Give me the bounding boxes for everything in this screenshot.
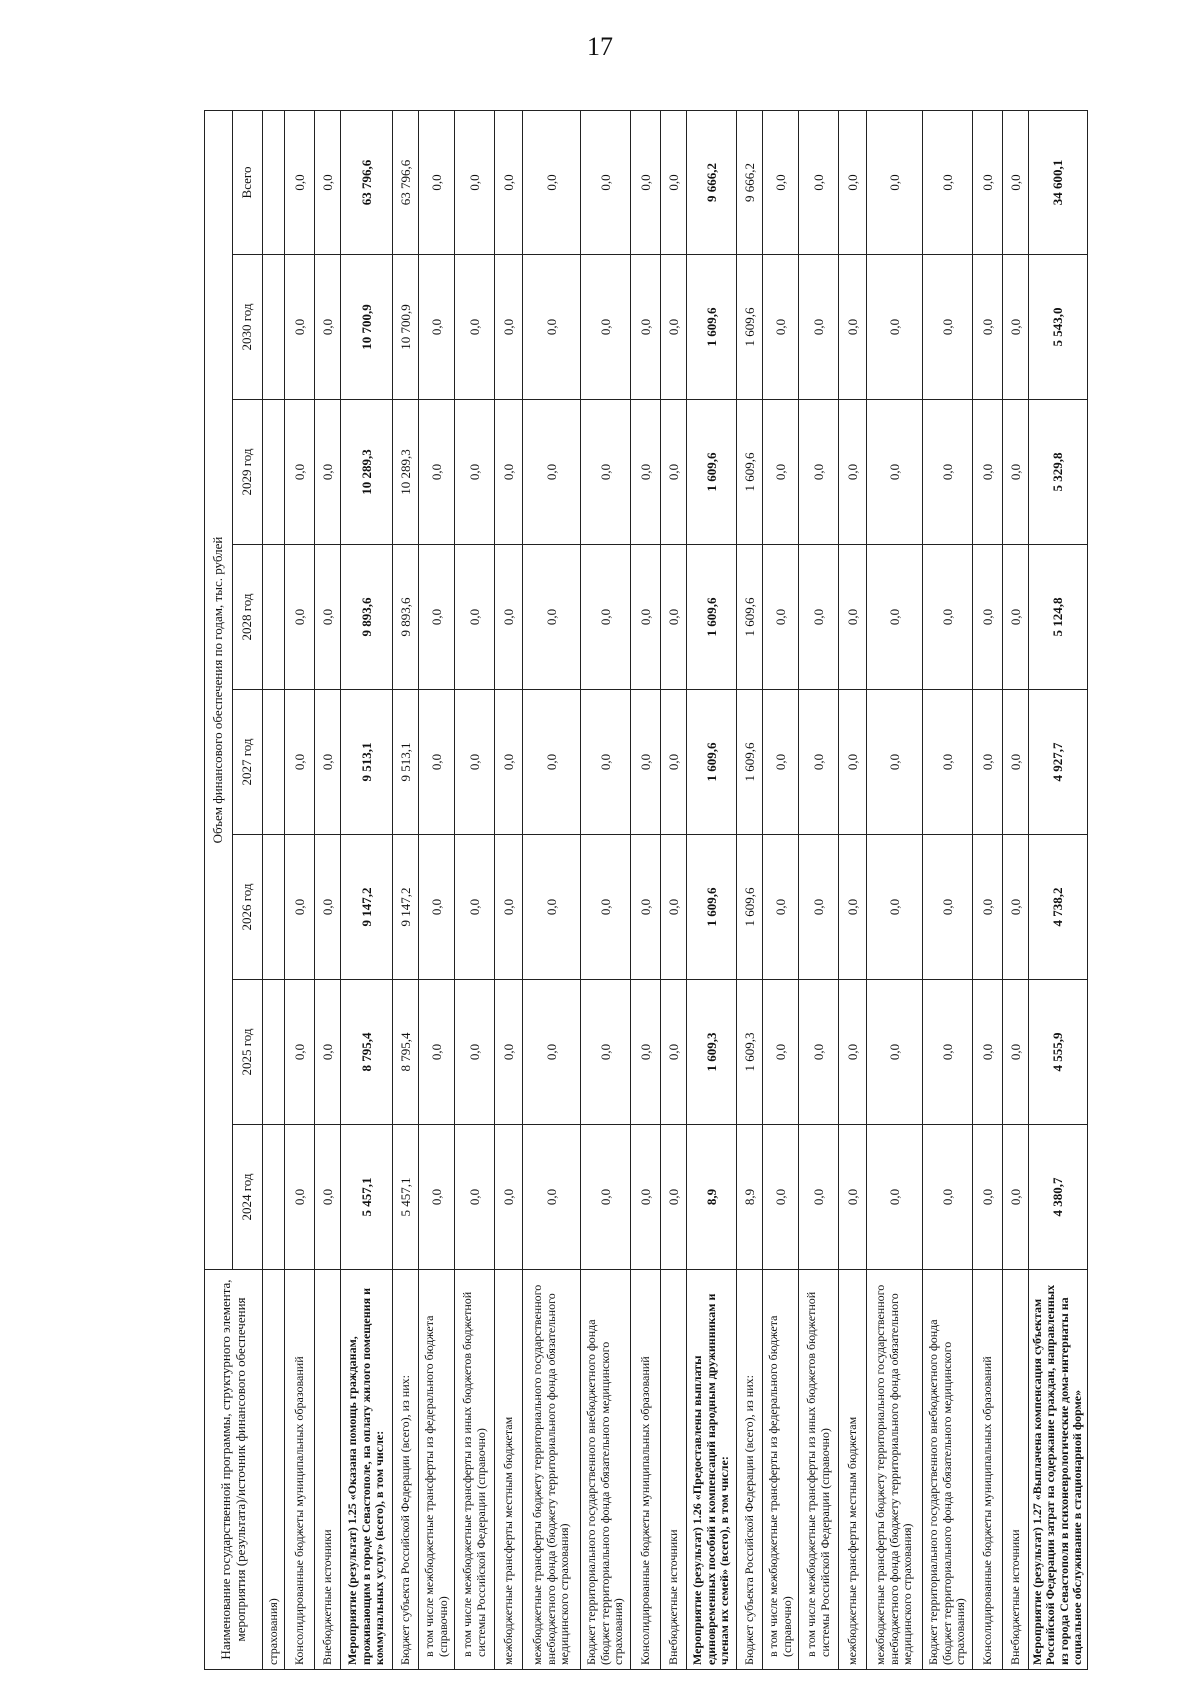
row-value-cell: 0,0 — [581, 545, 631, 690]
row-value-cell: 0,0 — [285, 690, 315, 835]
financing-table — [204, 110, 1088, 1670]
row-name-cell: межбюджетные трансферты бюджету территориального государственного внебюджетного фонда (бюджету территориального фонда обязательного медицинского страхования) — [523, 1270, 581, 1670]
row-value-cell: 0,0 — [315, 835, 341, 980]
year-header: 2029 год — [233, 400, 263, 545]
row-value-cell: 1 609,3 — [737, 980, 763, 1125]
row-total-cell: 0,0 — [661, 110, 687, 254]
row-value-cell: 5 457,1 — [341, 1125, 393, 1270]
table-row — [687, 110, 737, 1669]
row-value-cell: 0,0 — [923, 835, 973, 980]
row-value-cell: 0,0 — [419, 400, 455, 545]
row-total-cell: 0,0 — [285, 110, 315, 254]
row-value-cell: 0,0 — [419, 545, 455, 690]
row-value-cell: 9 147,2 — [341, 835, 393, 980]
row-value-cell: 0,0 — [581, 835, 631, 980]
row-value-cell: 0,0 — [455, 690, 495, 835]
row-total-cell: 9 666,2 — [687, 110, 737, 254]
row-value-cell: 0,0 — [523, 400, 581, 545]
row-value-cell: 9 513,1 — [341, 690, 393, 835]
table-row — [455, 110, 495, 1669]
row-value-cell: 0,0 — [839, 980, 867, 1125]
row-value-cell: 0,0 — [973, 400, 1003, 545]
row-value-cell: 1 609,3 — [687, 980, 737, 1125]
row-value-cell: 0,0 — [419, 980, 455, 1125]
year-header: 2030 год — [233, 255, 263, 400]
row-value-cell: 0,0 — [973, 545, 1003, 690]
row-name-cell: межбюджетные трансферты местным бюджетам — [495, 1270, 523, 1670]
year-header: 2025 год — [233, 980, 263, 1125]
row-value-cell: 0,0 — [839, 545, 867, 690]
row-value-cell: 8 795,4 — [393, 980, 419, 1125]
row-value-cell: 0,0 — [631, 545, 661, 690]
table-row — [523, 110, 581, 1669]
row-name-cell: Бюджет территориального государственного внебюджетного фонда (бюджет территориального фонда обязательного медицинского страхования) — [923, 1270, 973, 1670]
row-value-cell: 0,0 — [581, 980, 631, 1125]
row-value-cell: 0,0 — [867, 545, 923, 690]
row-value-cell: 1 609,6 — [687, 545, 737, 690]
row-value-cell: 1 609,6 — [737, 835, 763, 980]
row-value-cell: 0,0 — [523, 1125, 581, 1270]
row-total-cell: 0,0 — [799, 110, 839, 254]
year-header: 2024 год — [233, 1125, 263, 1270]
row-value-cell: 0,0 — [923, 1125, 973, 1270]
year-header: 2028 год — [233, 545, 263, 690]
row-value-cell: 0,0 — [581, 255, 631, 400]
row-value-cell: 10 289,3 — [393, 400, 419, 545]
row-value-cell: 0,0 — [315, 980, 341, 1125]
table-row — [867, 110, 923, 1669]
row-value-cell: 0,0 — [455, 980, 495, 1125]
row-value-cell: 0,0 — [1003, 690, 1029, 835]
row-value-cell: 0,0 — [661, 835, 687, 980]
page-number: 17 — [587, 32, 613, 61]
row-value-cell: 0,0 — [867, 980, 923, 1125]
row-value-cell: 0,0 — [581, 1125, 631, 1270]
row-value-cell: 0,0 — [315, 545, 341, 690]
row-value-cell: 0,0 — [839, 255, 867, 400]
row-total-cell: 0,0 — [867, 110, 923, 254]
row-value-cell: 0,0 — [455, 400, 495, 545]
row-value-cell: 0,0 — [523, 255, 581, 400]
row-name-cell: Бюджет субъекта Российской Федерации (всего), из них: — [737, 1270, 763, 1670]
row-value-cell: 0,0 — [285, 400, 315, 545]
row-value-cell: 10 289,3 — [341, 400, 393, 545]
row-value-cell: 0,0 — [455, 545, 495, 690]
row-total-cell: 34 600,1 — [1029, 110, 1088, 254]
row-name-cell: Консолидированные бюджеты муниципальных образований — [973, 1270, 1003, 1670]
row-value-cell — [263, 690, 285, 835]
row-value-cell: 0,0 — [523, 980, 581, 1125]
row-name-cell: в том числе межбюджетные трансферты из иных бюджетов бюджетной системы Российской Федерации (справочно) — [799, 1270, 839, 1670]
row-value-cell — [263, 255, 285, 400]
row-value-cell: 0,0 — [631, 980, 661, 1125]
row-value-cell: 0,0 — [315, 1125, 341, 1270]
row-value-cell: 1 609,6 — [687, 835, 737, 980]
row-value-cell: 1 609,6 — [687, 255, 737, 400]
row-value-cell: 0,0 — [763, 690, 799, 835]
table-row — [661, 110, 687, 1669]
row-value-cell: 0,0 — [495, 690, 523, 835]
row-value-cell: 0,0 — [839, 690, 867, 835]
row-value-cell: 0,0 — [867, 1125, 923, 1270]
row-value-cell: 4 927,7 — [1029, 690, 1088, 835]
row-value-cell: 0,0 — [631, 400, 661, 545]
row-value-cell: 4 380,7 — [1029, 1125, 1088, 1270]
row-value-cell: 0,0 — [495, 1125, 523, 1270]
table-row — [631, 110, 661, 1669]
row-value-cell: 0,0 — [285, 1125, 315, 1270]
row-value-cell — [263, 545, 285, 690]
row-name-cell: межбюджетные трансферты местным бюджетам — [839, 1270, 867, 1670]
row-name-cell: в том числе межбюджетные трансферты из федерального бюджета (справочно) — [419, 1270, 455, 1670]
row-name-cell: Бюджет субъекта Российской Федерации (всего), из них: — [393, 1270, 419, 1670]
row-value-cell: 0,0 — [523, 545, 581, 690]
row-value-cell: 10 700,9 — [393, 255, 419, 400]
row-value-cell: 0,0 — [839, 835, 867, 980]
row-name-cell: Внебюджетные источники — [661, 1270, 687, 1670]
header-name-cell: Наименование государственной программы, структурного элемента, мероприятия (результата)/источник финансового обеспечения — [205, 1270, 263, 1670]
row-value-cell: 0,0 — [973, 980, 1003, 1125]
row-value-cell: 0,0 — [867, 400, 923, 545]
row-value-cell: 0,0 — [799, 545, 839, 690]
row-total-cell: 0,0 — [763, 110, 799, 254]
row-value-cell: 4 555,9 — [1029, 980, 1088, 1125]
row-value-cell: 0,0 — [523, 835, 581, 980]
row-value-cell: 0,0 — [495, 835, 523, 980]
row-value-cell: 0,0 — [661, 1125, 687, 1270]
table-row — [763, 110, 799, 1669]
row-value-cell: 9 513,1 — [393, 690, 419, 835]
row-value-cell: 0,0 — [495, 255, 523, 400]
row-value-cell: 1 609,6 — [737, 690, 763, 835]
row-name-cell: Внебюджетные источники — [1003, 1270, 1029, 1670]
row-total-cell: 0,0 — [495, 110, 523, 254]
row-value-cell: 1 609,6 — [687, 400, 737, 545]
row-total-cell: 0,0 — [923, 110, 973, 254]
row-value-cell: 0,0 — [455, 255, 495, 400]
row-value-cell: 4 738,2 — [1029, 835, 1088, 980]
row-name-cell: Мероприятие (результат) 1.26 «Предоставлены выплаты единовременных пособий и компенсаций народным дружинникам и членам их семей» (всего), в том числе: — [687, 1270, 737, 1670]
row-name-cell: в том числе межбюджетные трансферты из иных бюджетов бюджетной системы Российской Федерации (справочно) — [455, 1270, 495, 1670]
row-name-cell: межбюджетные трансферты бюджету территориального государственного внебюджетного фонда (бюджету территориального фонда обязательного медицинского страхования) — [867, 1270, 923, 1670]
row-value-cell — [263, 1125, 285, 1270]
row-value-cell: 9 893,6 — [393, 545, 419, 690]
row-value-cell: 0,0 — [455, 835, 495, 980]
row-value-cell: 0,0 — [867, 690, 923, 835]
total-header: Всего — [233, 110, 263, 254]
header-group-cell: Объем финансового обеспечения по годам, тыс. рублей — [205, 110, 233, 1269]
table-row — [285, 110, 315, 1669]
row-value-cell: 0,0 — [799, 980, 839, 1125]
row-value-cell: 1 609,6 — [737, 545, 763, 690]
row-value-cell: 0,0 — [867, 835, 923, 980]
row-value-cell: 0,0 — [419, 690, 455, 835]
row-value-cell: 0,0 — [631, 255, 661, 400]
row-value-cell: 0,0 — [973, 1125, 1003, 1270]
table-row — [263, 110, 285, 1669]
row-value-cell: 0,0 — [523, 690, 581, 835]
row-value-cell: 0,0 — [1003, 1125, 1029, 1270]
row-total-cell: 0,0 — [973, 110, 1003, 254]
row-value-cell: 0,0 — [315, 690, 341, 835]
row-value-cell: 0,0 — [973, 255, 1003, 400]
row-name-cell: Внебюджетные источники — [315, 1270, 341, 1670]
row-value-cell: 0,0 — [799, 690, 839, 835]
year-header: 2027 год — [233, 690, 263, 835]
row-total-cell: 63 796,6 — [393, 110, 419, 254]
row-value-cell: 9 893,6 — [341, 545, 393, 690]
row-total-cell: 9 666,2 — [737, 110, 763, 254]
row-total-cell: 0,0 — [1003, 110, 1029, 254]
row-value-cell: 0,0 — [923, 980, 973, 1125]
row-value-cell: 0,0 — [285, 835, 315, 980]
row-total-cell: 0,0 — [315, 110, 341, 254]
rotated-table-container — [204, 110, 1085, 1670]
row-value-cell: 1 609,6 — [737, 255, 763, 400]
table-row — [1029, 110, 1088, 1669]
table-row — [315, 110, 341, 1669]
row-total-cell: 0,0 — [419, 110, 455, 254]
row-value-cell: 0,0 — [495, 400, 523, 545]
table-row — [799, 110, 839, 1669]
row-value-cell: 8,9 — [737, 1125, 763, 1270]
row-total-cell: 0,0 — [455, 110, 495, 254]
row-name-cell: Консолидированные бюджеты муниципальных образований — [285, 1270, 315, 1670]
table-row — [923, 110, 973, 1669]
row-value-cell: 0,0 — [763, 1125, 799, 1270]
table-row — [419, 110, 455, 1669]
row-name-cell: Мероприятие (результат) 1.27 «Выплачена компенсация субъектам Российской Федерации затрат на содержание граждан, направленных из города Севастополя в психоневрологические дома-интернаты на социальное обслуживание в стационарной форме» — [1029, 1270, 1088, 1670]
row-value-cell: 0,0 — [285, 545, 315, 690]
row-value-cell — [263, 835, 285, 980]
row-value-cell: 0,0 — [315, 400, 341, 545]
row-total-cell: 0,0 — [523, 110, 581, 254]
table-row — [495, 110, 523, 1669]
table-row — [973, 110, 1003, 1669]
row-value-cell: 0,0 — [581, 690, 631, 835]
row-value-cell: 0,0 — [661, 545, 687, 690]
row-value-cell: 0,0 — [661, 980, 687, 1125]
row-name-cell: страхования) — [263, 1270, 285, 1670]
row-value-cell: 0,0 — [1003, 835, 1029, 980]
table-row — [393, 110, 419, 1669]
row-value-cell: 10 700,9 — [341, 255, 393, 400]
row-value-cell: 5 457,1 — [393, 1125, 419, 1270]
row-value-cell: 0,0 — [799, 400, 839, 545]
row-value-cell: 0,0 — [763, 545, 799, 690]
year-header: 2026 год — [233, 835, 263, 980]
row-total-cell — [263, 110, 285, 254]
row-value-cell: 0,0 — [973, 835, 1003, 980]
row-value-cell — [263, 980, 285, 1125]
row-value-cell: 0,0 — [923, 400, 973, 545]
row-name-cell: в том числе межбюджетные трансферты из федерального бюджета (справочно) — [763, 1270, 799, 1670]
row-total-cell: 0,0 — [631, 110, 661, 254]
row-value-cell: 0,0 — [923, 255, 973, 400]
table-row — [1003, 110, 1029, 1669]
row-value-cell: 0,0 — [839, 1125, 867, 1270]
row-name-cell: Бюджет территориального государственного внебюджетного фонда (бюджет территориального фонда обязательного медицинского страхования) — [581, 1270, 631, 1670]
row-value-cell: 0,0 — [631, 690, 661, 835]
table-row — [737, 110, 763, 1669]
row-value-cell: 0,0 — [661, 690, 687, 835]
row-value-cell: 0,0 — [763, 835, 799, 980]
row-value-cell: 0,0 — [839, 400, 867, 545]
row-value-cell: 1 609,6 — [687, 690, 737, 835]
row-value-cell: 0,0 — [1003, 255, 1029, 400]
row-value-cell: 8 795,4 — [341, 980, 393, 1125]
row-value-cell: 0,0 — [763, 400, 799, 545]
row-value-cell: 0,0 — [799, 255, 839, 400]
row-name-cell: Консолидированные бюджеты муниципальных образований — [631, 1270, 661, 1670]
row-value-cell: 1 609,6 — [737, 400, 763, 545]
row-value-cell: 0,0 — [867, 255, 923, 400]
row-value-cell: 0,0 — [799, 1125, 839, 1270]
row-value-cell: 0,0 — [315, 255, 341, 400]
table-row — [839, 110, 867, 1669]
row-value-cell: 0,0 — [799, 835, 839, 980]
row-value-cell: 0,0 — [419, 1125, 455, 1270]
table-row — [341, 110, 393, 1669]
row-value-cell: 9 147,2 — [393, 835, 419, 980]
table-row — [581, 110, 631, 1669]
row-total-cell: 0,0 — [581, 110, 631, 254]
row-value-cell: 5 543,0 — [1029, 255, 1088, 400]
row-total-cell: 0,0 — [839, 110, 867, 254]
row-total-cell: 63 796,6 — [341, 110, 393, 254]
row-value-cell: 0,0 — [495, 545, 523, 690]
row-value-cell: 0,0 — [285, 255, 315, 400]
row-value-cell: 0,0 — [631, 835, 661, 980]
row-value-cell: 0,0 — [661, 400, 687, 545]
row-value-cell: 0,0 — [1003, 980, 1029, 1125]
row-value-cell: 5 124,8 — [1029, 545, 1088, 690]
row-value-cell: 0,0 — [1003, 400, 1029, 545]
row-value-cell: 0,0 — [661, 255, 687, 400]
row-value-cell: 0,0 — [923, 545, 973, 690]
row-name-cell: Мероприятие (результат) 1.25 «Оказана помощь гражданам, проживающим в городе Севастополе, на оплату жилого помещения и коммунальных услуг» (всего), в том числе: — [341, 1270, 393, 1670]
row-value-cell: 0,0 — [285, 980, 315, 1125]
row-value-cell: 0,0 — [581, 400, 631, 545]
row-value-cell — [263, 400, 285, 545]
row-value-cell: 0,0 — [419, 835, 455, 980]
row-value-cell: 0,0 — [455, 1125, 495, 1270]
row-value-cell: 0,0 — [763, 980, 799, 1125]
row-value-cell: 0,0 — [923, 690, 973, 835]
row-value-cell: 0,0 — [495, 980, 523, 1125]
row-value-cell: 0,0 — [419, 255, 455, 400]
row-value-cell: 0,0 — [1003, 545, 1029, 690]
row-value-cell: 0,0 — [631, 1125, 661, 1270]
row-value-cell: 0,0 — [763, 255, 799, 400]
row-value-cell: 8,9 — [687, 1125, 737, 1270]
row-value-cell: 0,0 — [973, 690, 1003, 835]
row-value-cell: 5 329,8 — [1029, 400, 1088, 545]
